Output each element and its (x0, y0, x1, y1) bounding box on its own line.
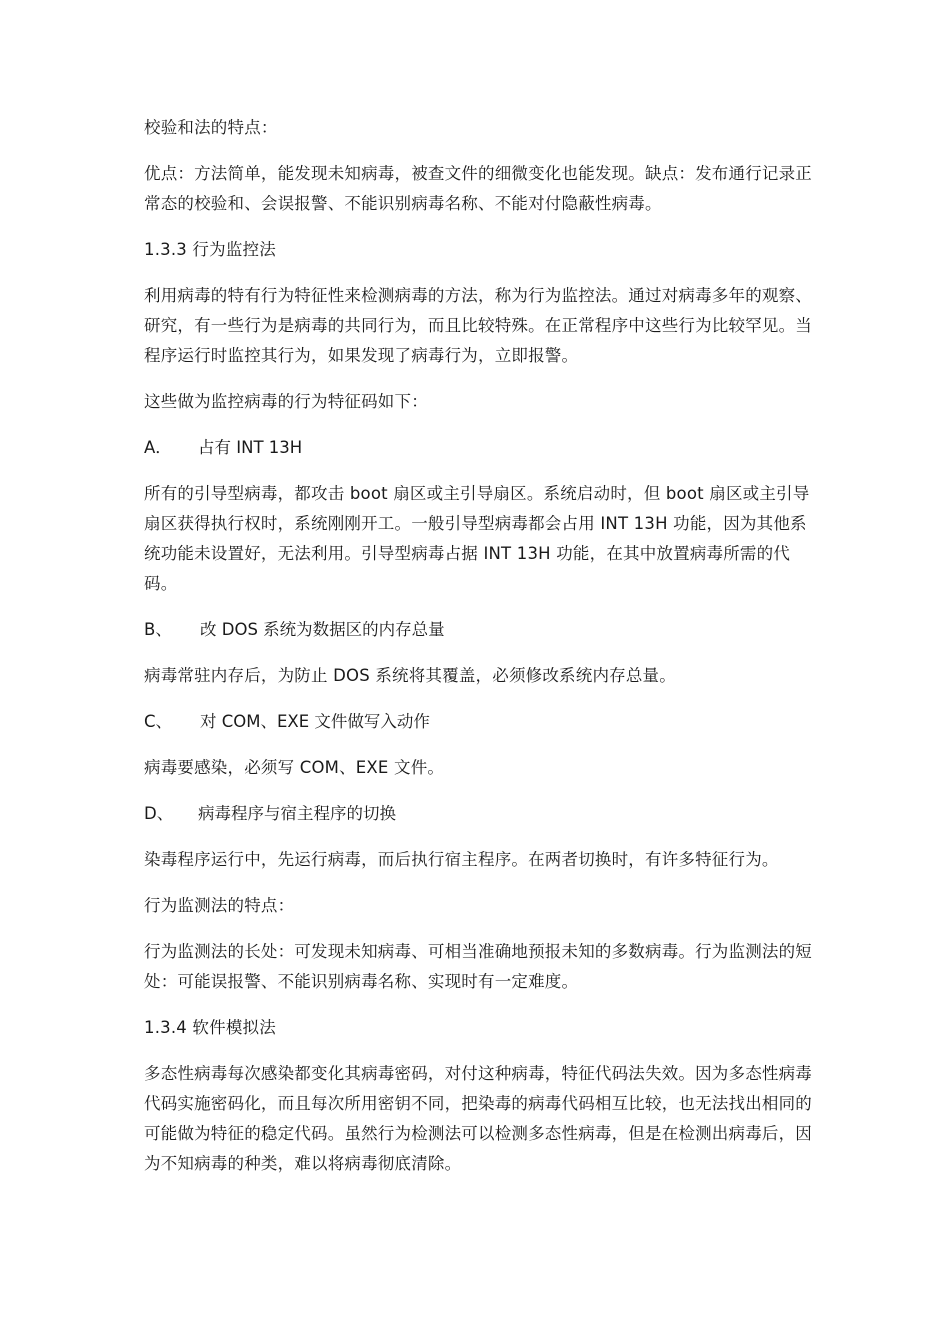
document-body (144, 113, 812, 1195)
behavior-item-b-text: 改 DOS 系统为数据区的内存总量 (200, 620, 445, 639)
section-1-3-4-body: 多态性病毒每次感染都变化其病毒密码，对付这种病毒，特征代码法失效。因为多态性病毒代码实施密码化，而且每次所用密钥不同，把染毒的病毒代码相互比较，也无法找出相同的可能做为特征的稳定代码。虽然行为检测法可以检测多态性病毒，但是在检测出病毒后，因为不知病毒的种类，难以将病毒彻底清除。 (144, 1064, 812, 1173)
behavior-item-d-text: 病毒程序与宿主程序的切换 (198, 804, 396, 823)
behavior-item-a-marker: A． (144, 438, 172, 457)
section-1-3-4-title: 1.3.4 软件模拟法 (144, 1018, 276, 1037)
behavior-item-c-desc: 病毒要感染，必须写 COM、EXE 文件。 (144, 758, 445, 777)
behavior-pros-cons: 行为监测法的长处：可发现未知病毒、可相当准确地预报未知的多数病毒。行为监测法的短处：可能误报警、不能识别病毒名称、实现时有一定难度。 (144, 942, 812, 991)
checksum-heading: 校验和法的特点： (144, 118, 278, 137)
behavior-item-d-title (144, 799, 812, 829)
behavior-item-d-desc: 染毒程序运行中，先运行病毒，而后执行宿主程序。在两者切换时，有许多特征行为。 (144, 850, 779, 869)
behavior-item-b-marker: B、 (144, 620, 172, 639)
behavior-item-c-title (144, 707, 812, 737)
section-1-3-3-intro: 利用病毒的特有行为特征性来检测病毒的方法，称为行为监控法。通过对病毒多年的观察、研究，有一些行为是病毒的共同行为，而且比较特殊。在正常程序中这些行为比较罕见。当程序运行时监控其行为，如果发现了病毒行为，立即报警。 (144, 286, 812, 365)
behavior-heading: 行为监测法的特点： (144, 896, 295, 915)
behavior-item-a-text: 占有 INT 13H (198, 438, 303, 457)
behavior-item-b-desc: 病毒常驻内存后，为防止 DOS 系统将其覆盖，必须修改系统内存总量。 (144, 666, 676, 685)
section-1-3-3-title: 1.3.3 行为监控法 (144, 240, 276, 259)
behavior-item-b-title (144, 615, 812, 645)
behavior-item-c-marker: C、 (144, 712, 173, 731)
behavior-item-a-desc: 所有的引导型病毒，都攻击 boot 扇区或主引导扇区。系统启动时，但 boot 扇区或主引导扇区获得执行权时，系统刚刚开工。一般引导型病毒都会占用 INT 13H 功能，因为其他系统功能未设置好，无法利用。引导型病毒占据 INT 13H 功能，在其中放置病毒所需的代码。 (144, 484, 810, 593)
checksum-pros-cons: 优点：方法简单，能发现未知病毒，被查文件的细微变化也能发现。缺点：发布通行记录正常态的校验和、会误报警、不能识别病毒名称、不能对付隐蔽性病毒。 (144, 164, 812, 213)
behavior-item-d-marker: D、 (144, 804, 174, 823)
behavior-item-c-text: 对 COM、EXE 文件做写入动作 (200, 712, 430, 731)
behavior-codes-lead: 这些做为监控病毒的行为特征码如下： (144, 392, 428, 411)
behavior-item-a-title (144, 433, 812, 463)
